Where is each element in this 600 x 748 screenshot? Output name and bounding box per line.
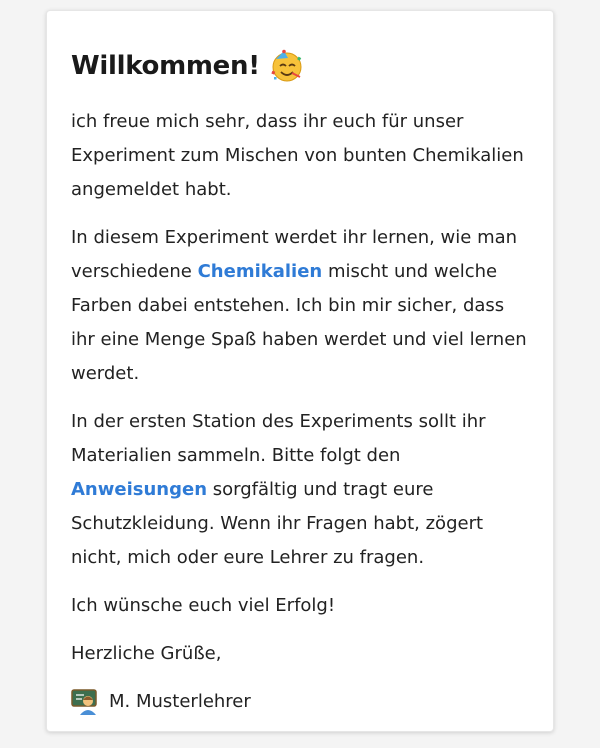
paragraph-text: sorgfältig und tragt eure Schutzkleidung. Wenn ihr Fragen habt, zögert nicht, mich oder eure Lehrer zu fragen. — [71, 479, 484, 568]
signature-name: M. Musterlehrer — [109, 691, 251, 712]
paragraph-experiment — [71, 221, 529, 391]
paragraph-text: In diesem Experiment werdet ihr lernen, wie man verschiedene — [71, 227, 518, 282]
paragraph-station — [71, 405, 529, 575]
highlight-anweisungen: Anweisungen — [71, 479, 208, 500]
paragraph-text: mischt und welche Farben dabei entstehen. Ich bin mir sicher, dass ihr eine Menge Spaß haben werdet und viel lernen werdet. — [71, 261, 527, 384]
paragraph-wishes: Ich wünsche euch viel Erfolg! — [71, 595, 336, 616]
signature-row — [71, 685, 529, 719]
title-row — [71, 49, 529, 83]
teacher-icon — [71, 689, 97, 715]
partying-face-icon — [270, 49, 304, 83]
closing-text: Herzliche Grüße, — [71, 643, 222, 664]
welcome-card — [46, 10, 554, 732]
page-title: Willkommen! — [71, 51, 260, 81]
highlight-chemikalien: Chemikalien — [197, 261, 323, 282]
paragraph-text: In der ersten Station des Experiments sollt ihr Materialien sammeln. Bitte folgt den — [71, 411, 486, 466]
paragraph-intro: ich freue mich sehr, dass ihr euch für unser Experiment zum Mischen von bunten Chemikalien angemeldet habt. — [71, 111, 524, 200]
